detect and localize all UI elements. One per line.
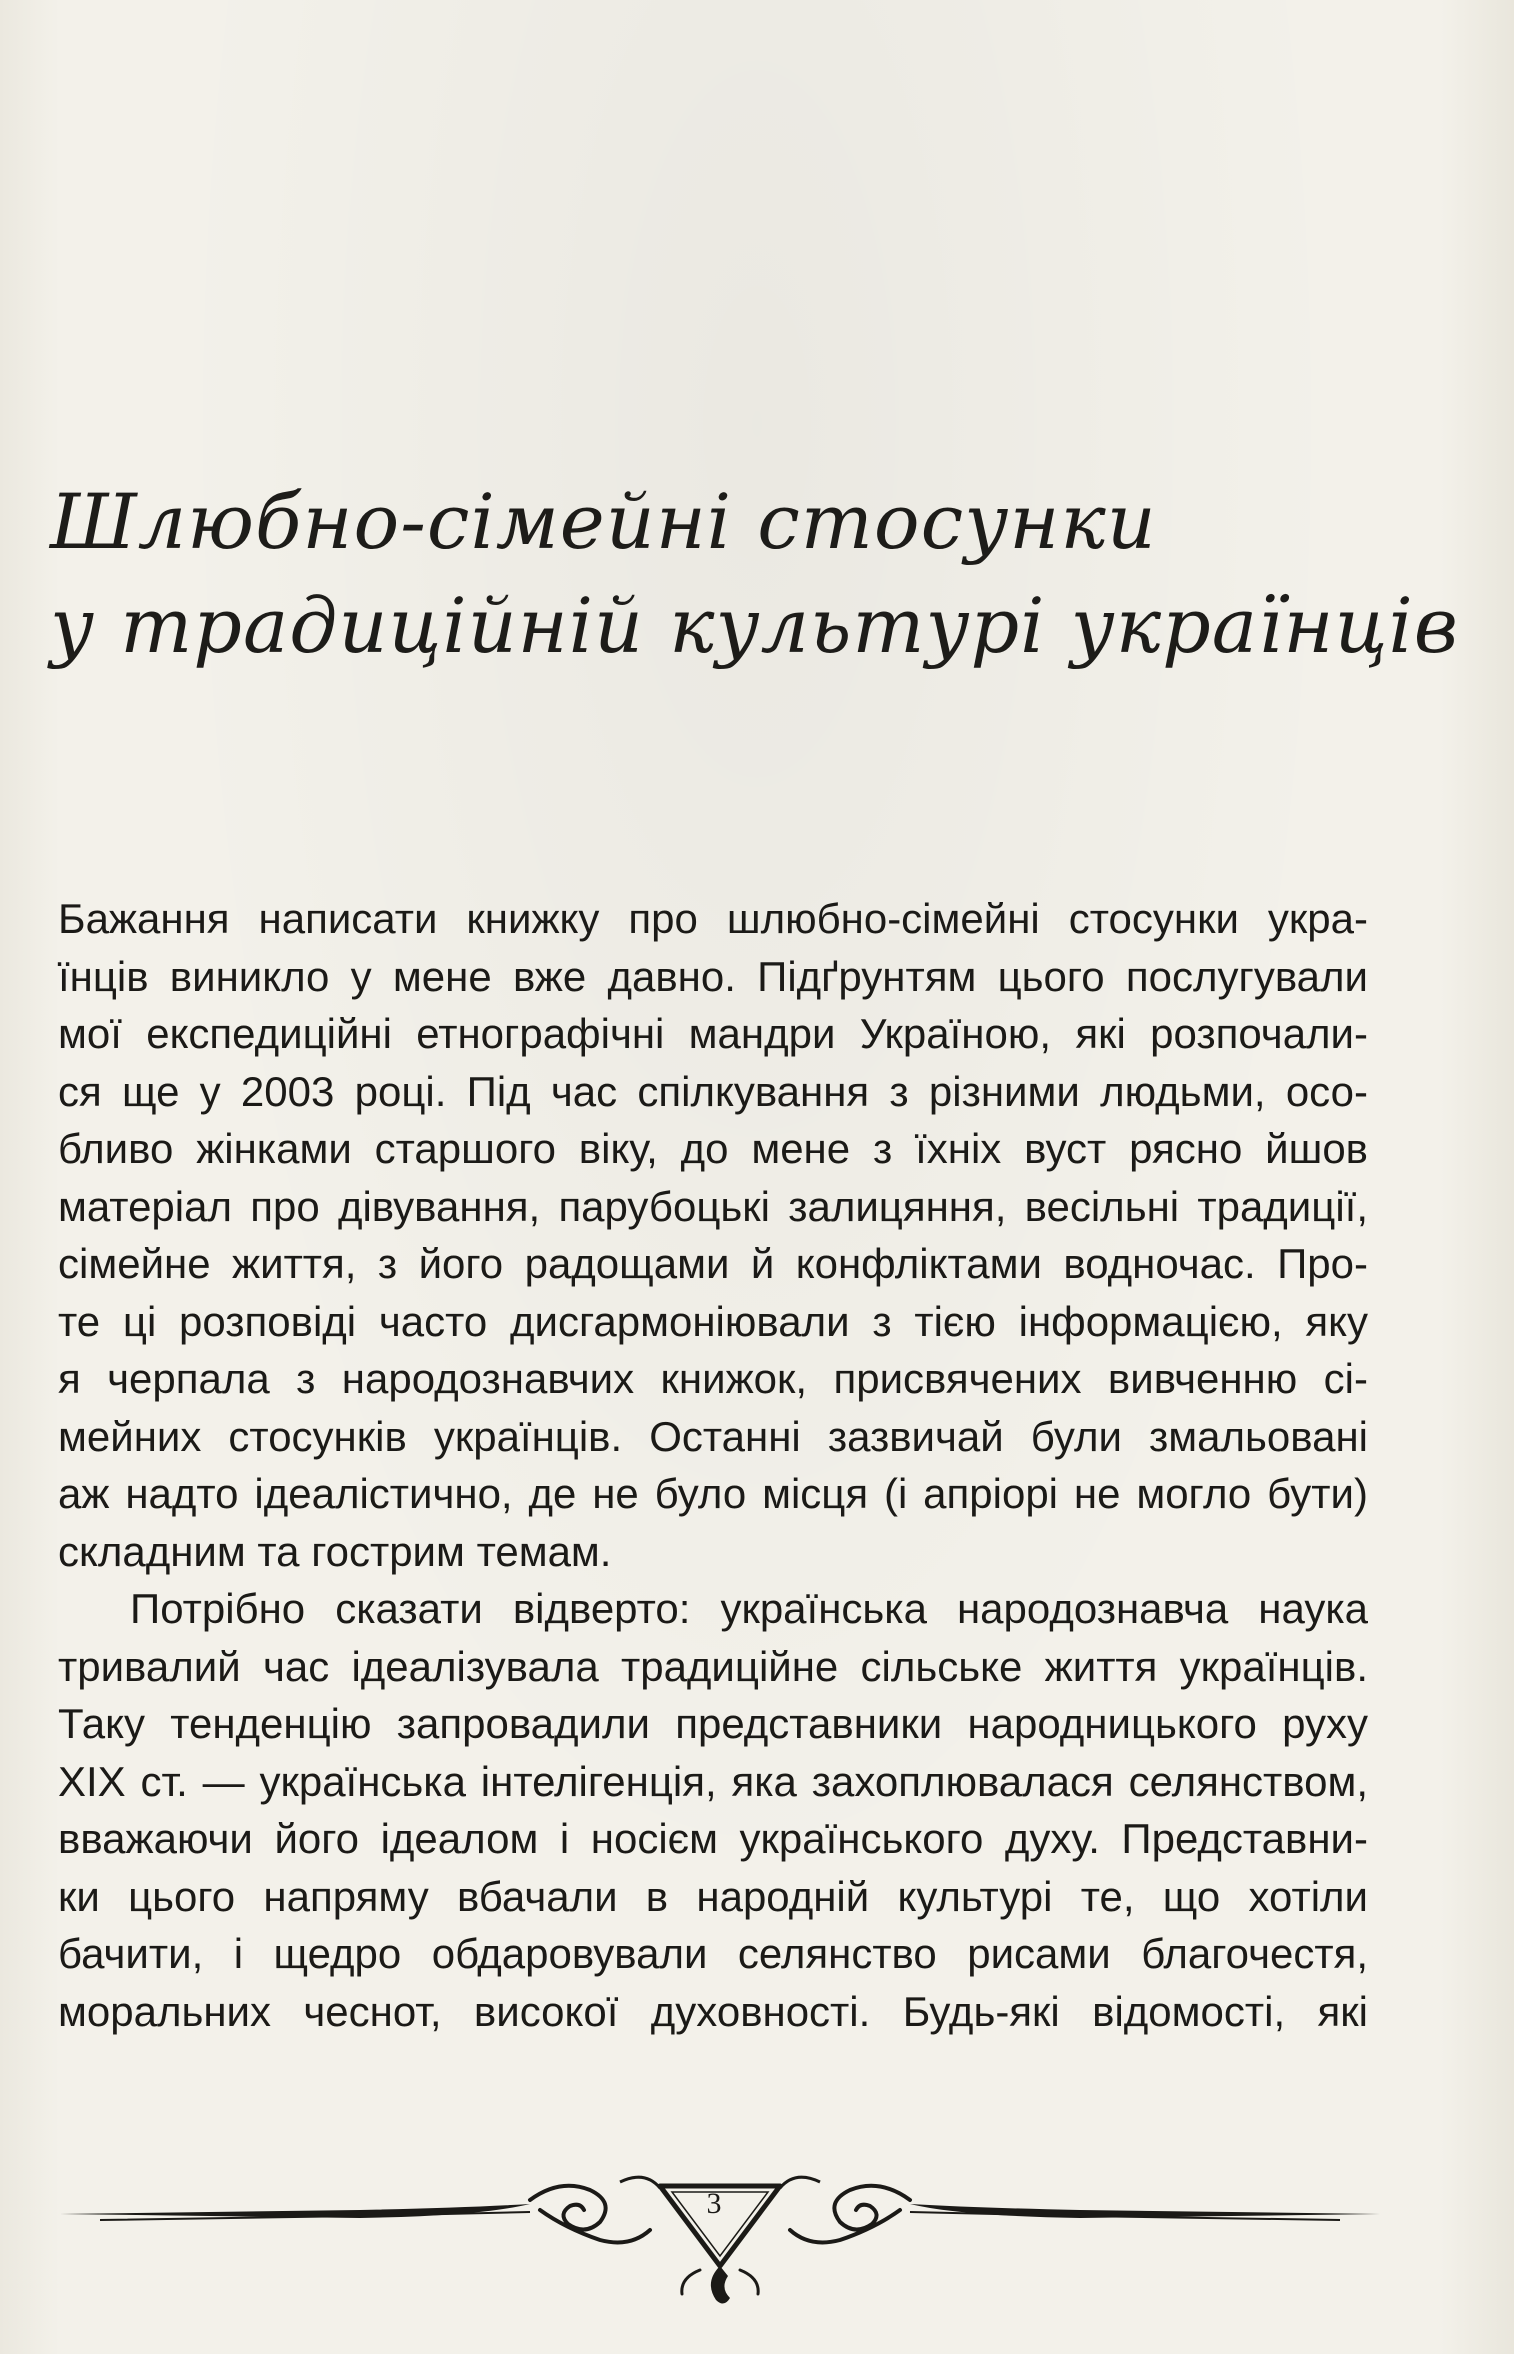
text-line: Таку тенденцію запровадили представники народницького руху [58,1700,1368,1747]
text-line: матеріал про дівування, парубоцькі залицяння, весільні традиції, [58,1182,1368,1230]
text-line: складним та гострим темам. [58,1527,612,1575]
text-line: моральних чеснот, високої духовності. Будь-які відомості, які [58,1987,1368,2035]
text-line: мої експедиційні етнографічні мандри Україною, які розпочали- [58,1010,1368,1057]
paragraph-2 [58,1580,1368,2040]
text-line: ки цього напряму вбачали в народній культурі те, що хотіли [58,1872,1368,1920]
text-line: бачити, і щедро обдаровували селянство рисами благочестя, [58,1930,1368,1977]
text-line: те ці розповіді часто дисгармоніювали з тією інформацією, яку [58,1297,1368,1345]
text-line: ся ще у 2003 році. Під час спілкування з різними людьми, осо- [58,1067,1368,1115]
text-line: Потрібно сказати відверто: українська народознавча наука [130,1585,1368,1632]
text-line: мейних стосунків українців. Останні зазвичай були змальовані [58,1412,1368,1460]
text-line: аж надто ідеалістично, де не було місця (і апріорі не могло бути) [58,1470,1368,1517]
body-text [58,890,1368,2040]
chapter-title-line-1: Шлюбно-сімейні стосунки [50,477,1157,566]
text-line: їнців виникло у мене вже давно. Підґрунтям цього послугували [58,952,1368,1000]
text-line: сімейне життя, з його радощами й конфліктами водночас. Про- [58,1240,1368,1287]
text-line: Бажання написати книжку про шлюбно-сімейні стосунки укра- [58,895,1368,942]
chapter-title [50,470,1460,678]
chapter-title-line-2: у традиційній культурі українців [50,581,1460,670]
text-line: вважаючи його ідеалом і носієм українського духу. Представни- [58,1815,1368,1862]
text-line: XIX ст. — українська інтелігенція, яка захоплювалася селянством, [58,1757,1368,1805]
text-line: бливо жінками старшого віку, до мене з їхніх вуст рясно йшов [58,1125,1368,1172]
paragraph-1 [58,890,1368,1580]
page-number: 3 [706,2187,722,2220]
text-line: я черпала з народознавчих книжок, присвячених вивченню сі- [58,1355,1368,1402]
text-line: тривалий час ідеалізувала традиційне сільське життя українців. [58,1642,1368,1690]
